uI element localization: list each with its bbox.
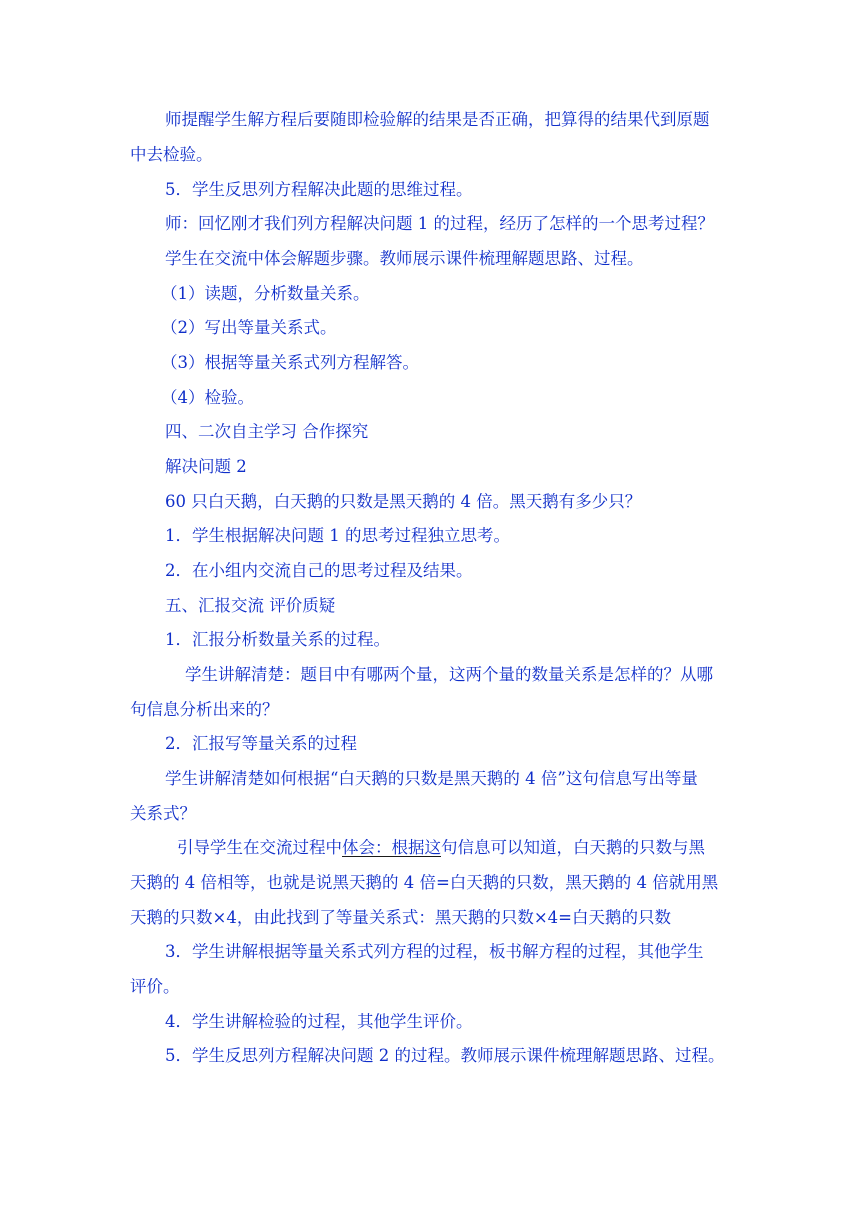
explain-quantities-line2: 句信息分析出来的？ xyxy=(130,700,279,719)
guide-line1-underlined: 体会：根据这 xyxy=(342,838,441,857)
section-5-item-1: 1．汇报分析数量关系的过程。 xyxy=(165,630,390,649)
section-5-item-2: 2．汇报写等量关系的过程 xyxy=(165,734,357,753)
section-5-item-3-line1: 3．学生讲解根据等量关系式列方程的过程，板书解方程的过程，其他学生 xyxy=(165,942,704,961)
guide-line3: 天鹅的只数×4，由此找到了等量关系式：黑天鹅的只数×4=白天鹅的只数 xyxy=(130,908,671,927)
item-reflect-process: 5．学生反思列方程解决此题的思维过程。 xyxy=(165,180,473,199)
step-3: （3）根据等量关系式列方程解答。 xyxy=(161,353,419,372)
guide-line1-start: 引导学生在交流过程中 xyxy=(177,838,342,857)
guide-line1-end: 句信息可以知道，白天鹅的只数与黑 xyxy=(441,838,705,857)
section-4-heading: 四、二次自主学习 合作探究 xyxy=(165,422,369,441)
guide-line2: 天鹅的 4 倍相等，也就是说黑天鹅的 4 倍=白天鹅的只数，黑天鹅的 4 倍就用黑 xyxy=(130,873,719,892)
section-5-item-4: 4．学生讲解检验的过程，其他学生评价。 xyxy=(165,1012,473,1031)
step-2: （2）写出等量关系式。 xyxy=(161,318,337,337)
section-5-item-5: 5．学生反思列方程解决问题 2 的过程。教师展示课件梳理解题思路、过程。 xyxy=(165,1046,725,1065)
explain-relation-line1: 学生讲解清楚如何根据“白天鹅的只数是黑天鹅的 4 倍”这句信息写出等量 xyxy=(165,769,698,788)
section-5-heading: 五、汇报交流 评价质疑 xyxy=(165,596,336,615)
section-5-item-3-line2: 评价。 xyxy=(130,977,180,996)
explain-quantities-line1: 学生讲解清楚：题目中有哪两个量，这两个量的数量关系是怎样的？从哪 xyxy=(185,665,713,684)
step-1: （1）读题，分析数量关系。 xyxy=(161,284,370,303)
student-exchange: 学生在交流中体会解题步骤。教师展示课件梳理解题思路、过程。 xyxy=(165,249,644,268)
paragraph-check-line1: 师提醒学生解方程后要随即检验解的结果是否正确，把算得的结果代到原题 xyxy=(165,110,710,129)
guide-line1 xyxy=(177,837,705,859)
paragraph-check-line2: 中去检验。 xyxy=(130,145,213,164)
problem-2-text: 60 只白天鹅，白天鹅的只数是黑天鹅的 4 倍。黑天鹅有多少只？ xyxy=(165,492,642,511)
problem-2-title: 解决问题 2 xyxy=(165,457,247,476)
step-4: （4）检验。 xyxy=(161,388,254,407)
section-4-item-1: 1．学生根据解决问题 1 的思考过程独立思考。 xyxy=(165,526,510,545)
teacher-question: 师：回忆刚才我们列方程解决问题 1 的过程，经历了怎样的一个思考过程？ xyxy=(165,214,714,233)
section-4-item-2: 2．在小组内交流自己的思考过程及结果。 xyxy=(165,561,473,580)
explain-relation-line2: 关系式？ xyxy=(130,804,196,823)
